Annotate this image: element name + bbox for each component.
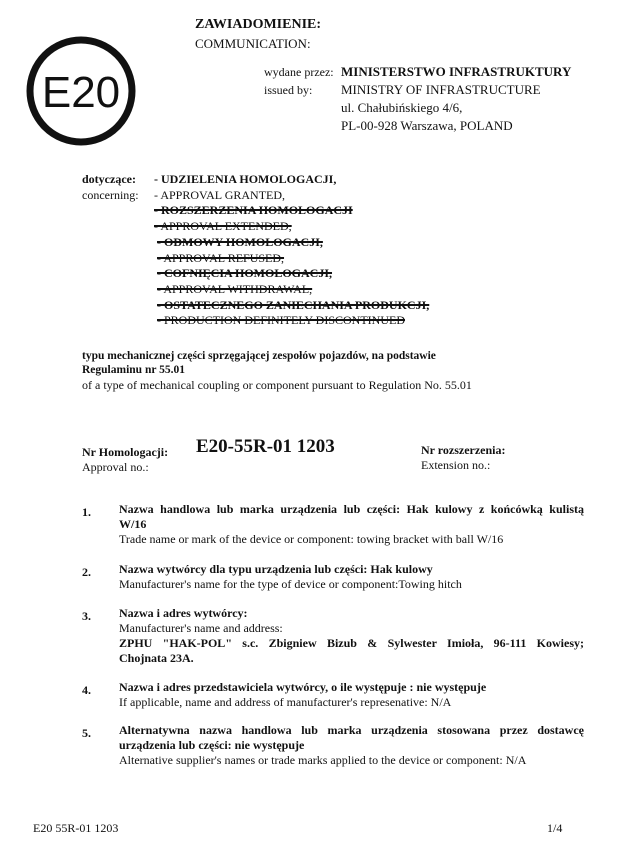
approval-label-pl: Nr Homologacji: [82,445,169,459]
title-pl: ZAWIADOMIENIE: [195,17,322,32]
item-5-pl-line2: urządzenia lub części: nie występuje [119,738,305,752]
concerning-option: - PRODUCTION DEFINITELY DISCONTINUED [157,313,405,328]
item-3-value-line2: Chojnata 23A. [119,651,194,665]
type-desc-pl-line1: typu mechanicznej części sprzęgającej zespołów pojazdów, na podstawie [82,350,436,362]
concerning-label-en: concerning: [82,188,139,202]
concerning-option: - APPROVAL GRANTED, [154,187,286,202]
item-5-number: 5. [82,726,91,740]
item-2-number: 2. [82,565,91,579]
issued-label-pl: wydane przez: [264,65,334,79]
type-desc-pl-line2: Regulaminu nr 55.01 [82,364,185,376]
item-3 [119,606,584,666]
issuer-city: PL-00-928 Warszawa, POLAND [341,118,513,133]
approval-mark-text: E20 [41,68,121,117]
item-3-number: 3. [82,609,91,623]
issued-label-en: issued by: [264,83,313,97]
concerning-option: - ROZSZERZENIA HOMOLOGACJI [154,203,353,218]
issuer-pl: MINISTERSTWO INFRASTRUKTURY [341,64,572,79]
item-1-pl-line2: W/16 [119,517,147,531]
concerning-option: - APPROVAL REFUSED, [157,250,285,265]
concerning-label-pl: dotyczące: [82,172,136,186]
item-1-number: 1. [82,505,91,519]
item-3-value-line1: ZPHU "HAK-POL" s.c. Zbigniew Bizub & Sylwester Imioła, 96-111 Kowiesy; [119,636,584,650]
e20-approval-mark [25,35,137,147]
item-2-pl: Nazwa wytwórcy dla typu urządzenia lub części: Hak kulowy [119,562,433,576]
item-4-number: 4. [82,683,91,697]
item-4 [119,680,584,710]
concerning-option: - APPROVAL WITHDRAWAL, [157,281,313,296]
concerning-option: - UDZIELENIA HOMOLOGACJI, [154,172,337,186]
item-4-en: If applicable, name and address of manufacturer's represenative: N/A [119,695,452,709]
approval-number: E20-55R-01 1203 [196,436,335,457]
item-1-pl-line1: Nazwa handlowa lub marka urządzenia lub części: Hak kulowy z końcówką kulistą [119,502,584,516]
item-1-en: Trade name or mark of the device or component: towing bracket with ball W/16 [119,532,504,546]
type-desc-en: of a type of mechanical coupling or component pursuant to Regulation No. 55.01 [82,378,472,392]
approval-label-en: Approval no.: [82,460,149,474]
concerning-option: - COFNIĘCIA HOMOLOGACJI, [157,266,333,281]
item-3-en: Manufacturer's name and address: [119,621,283,635]
concerning-option: - APPROVAL EXTENDED, [154,219,292,234]
extension-label-pl: Nr rozszerzenia: [421,443,506,457]
item-5 [119,723,584,768]
item-5-en: Alternative supplier's names or trade marks applied to the device or component: N/A [119,753,527,767]
footer-page: 1/4 [547,821,563,835]
concerning-option: - OSTATECZNEGO ZANIECHANIA PRODUKCJI, [157,297,430,312]
item-2 [119,562,584,592]
issuer-street: ul. Chałubińskiego 4/6, [341,100,463,115]
item-5-pl-line1: Alternatywna nazwa handlowa lub marka urządzenia stosowana przez dostawcę [119,723,584,737]
concerning-option: - ODMOWY HOMOLOGACJI, [157,234,323,249]
item-4-pl: Nazwa i adres przedstawiciela wytwórcy, o ile występuje : nie występuje [119,680,487,694]
title-en: COMMUNICATION: [195,36,311,51]
item-3-pl: Nazwa i adres wytwórcy: [119,606,248,620]
issuer-en: MINISTRY OF INFRASTRUCTURE [341,82,541,97]
item-1 [119,502,584,547]
footer-ref: E20 55R-01 1203 [33,821,119,835]
item-2-en: Manufacturer's name for the type of device or component:Towing hitch [119,577,462,591]
extension-label-en: Extension no.: [421,458,491,472]
